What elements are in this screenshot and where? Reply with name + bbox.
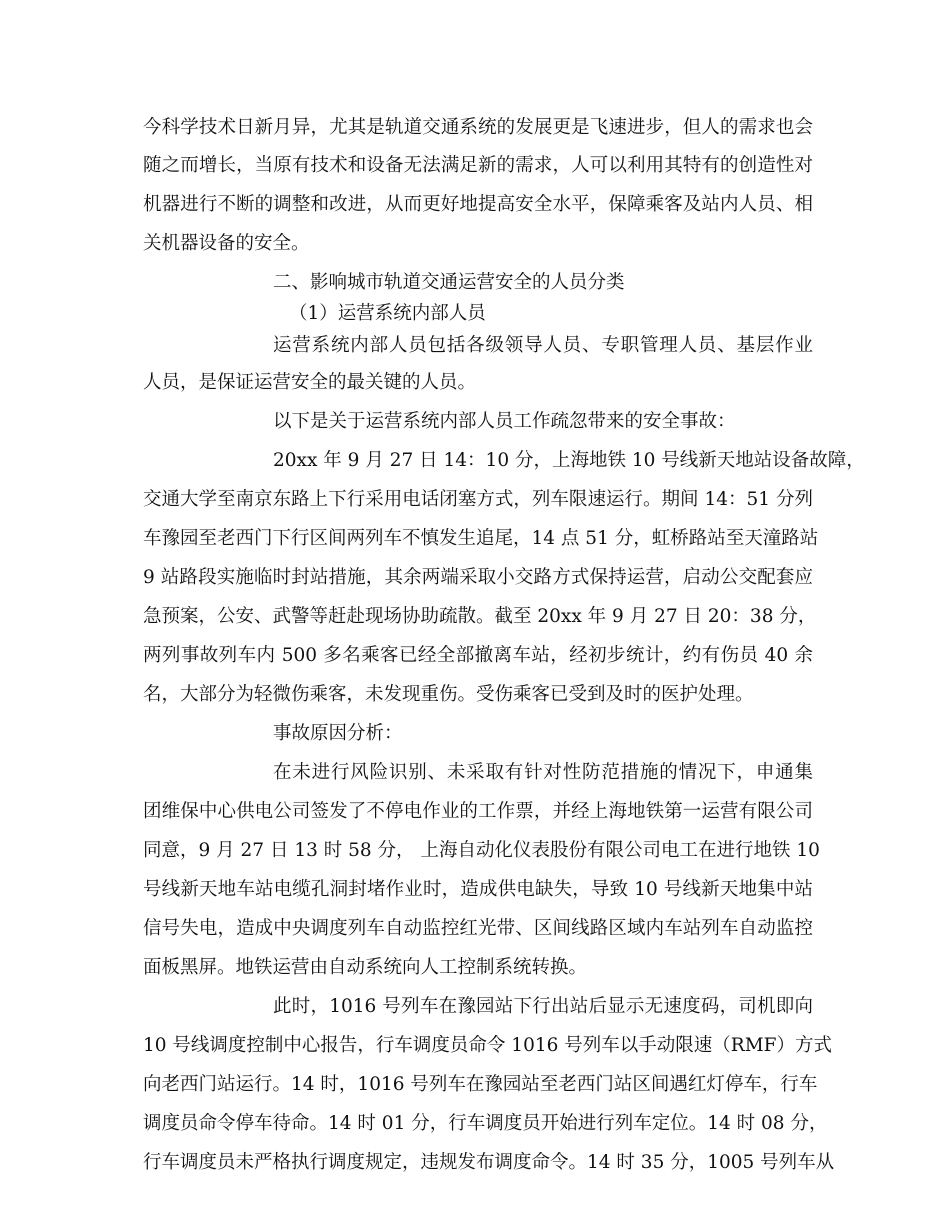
- paragraph-line: 以下是关于运营系统内部人员工作疏忽带来的安全事故：: [273, 411, 736, 432]
- paragraph-line: 人员，是保证运营安全的最关键的人员。: [143, 372, 477, 393]
- paragraph-line: 调度员命令停车待命。14 时 01 分，行车调度员开始进行列车定位。14 时 08 分，: [143, 1113, 828, 1134]
- paragraph-line: 在未进行风险识别、未采取有针对性防范措施的情况下，申通集: [273, 762, 813, 783]
- paragraph-line: 面板黑屏。地铁运营由自动系统向人工控制系统转换。: [143, 957, 588, 978]
- section-heading: 二、影响城市轨道交通运营安全的人员分类: [273, 272, 625, 293]
- paragraph-line: 交通大学至南京东路上下行采用电话闭塞方式，列车限速运行。期间 14：51 分列: [143, 489, 813, 510]
- paragraph-line: 今科学技术日新月异，尤其是轨道交通系统的发展更是飞速进步，但人的需求也会: [143, 117, 813, 138]
- paragraph-line: 团维保中心供电公司签发了不停电作业的工作票，并经上海地铁第一运营有限公司: [143, 801, 813, 822]
- paragraph-line: 行车调度员未严格执行调度规定，违规发布调度命令。14 时 35 分，1005 号列车从: [143, 1152, 835, 1173]
- paragraph-line: 急预案，公安、武警等赶赴现场协助疏散。截至 20xx 年 9 月 27 日 20：38 分，: [143, 606, 817, 627]
- paragraph-line: 事故原因分析：: [273, 723, 403, 744]
- paragraph-line: 此时，1016 号列车在豫园站下行出站后显示无速度码，司机即向: [273, 996, 813, 1017]
- paragraph-line: 名，大部分为轻微伤乘客，未发现重伤。受伤乘客已受到及时的医护处理。: [143, 684, 754, 705]
- paragraph-line: 关机器设备的安全。: [143, 233, 310, 254]
- paragraph-line: 运营系统内部人员包括各级领导人员、专职管理人员、基层作业: [273, 335, 813, 356]
- paragraph-line: 同意，9 月 27 日 13 时 58 分， 上海自动化仪表股份有限公司电工在进行地铁 10: [143, 840, 820, 861]
- paragraph-line: 车豫园至老西门下行区间两列车不慎发生追尾，14 点 51 分，虹桥路站至天潼路站: [143, 528, 819, 549]
- paragraph-line: 机器进行不断的调整和改进，从而更好地提高安全水平，保障乘客及站内人员、相: [143, 194, 813, 215]
- paragraph-line: 两列事故列车内 500 多名乘客已经全部撤离车站，经初步统计，约有伤员 40 余: [143, 645, 813, 666]
- paragraph-line: 9 站路段实施临时封站措施，其余两端采取小交路方式保持运营，启动公交配套应: [143, 567, 813, 588]
- paragraph-line: 20xx 年 9 月 27 日 14：10 分，上海地铁 10 号线新天地站设备故障，: [273, 450, 865, 471]
- paragraph-line: 10 号线调度控制中心报告，行车调度员命令 1016 号列车以手动限速（RMF）方式: [143, 1035, 832, 1056]
- paragraph-line: 向老西门站运行。14 时，1016 号列车在豫园站至老西门站区间遇红灯停车，行车: [143, 1074, 818, 1095]
- paragraph-line: 信号失电，造成中央调度列车自动监控红光带、区间线路区域内车站列车自动监控: [143, 918, 813, 939]
- paragraph-line: 号线新天地车站电缆孔洞封堵作业时，造成供电缺失，导致 10 号线新天地集中站: [143, 879, 813, 900]
- paragraph-line: 随之而增长，当原有技术和设备无法满足新的需求，人可以利用其特有的创造性对: [143, 155, 813, 176]
- subsection-heading: （1）运营系统内部人员: [289, 303, 486, 324]
